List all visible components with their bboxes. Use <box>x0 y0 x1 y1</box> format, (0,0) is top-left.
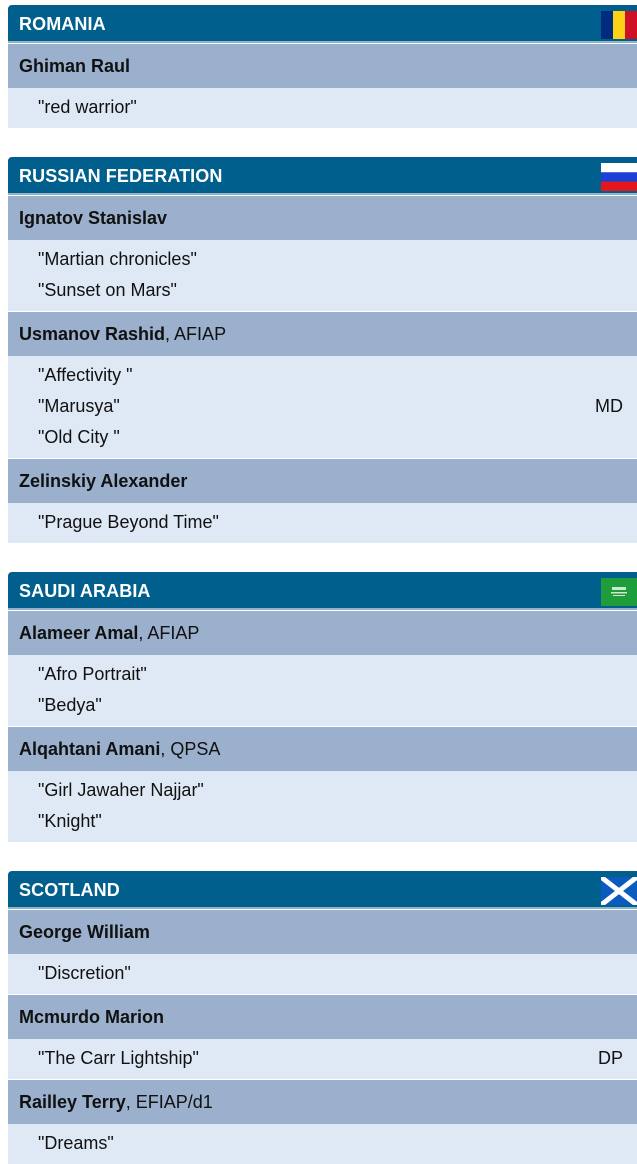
author-row <box>8 610 637 655</box>
work-title: "Afro Portrait" <box>38 664 147 684</box>
russia-flag-icon <box>601 163 637 191</box>
author-name: Zelinskiy Alexander <box>19 471 188 491</box>
author-row <box>8 43 637 88</box>
romania-flag-icon <box>601 11 637 39</box>
work-row <box>8 360 637 391</box>
author-row <box>8 195 637 240</box>
work-title: "Affectivity " <box>38 365 133 385</box>
work-title: "Bedya" <box>38 695 102 715</box>
work-title: "The Carr Lightship" <box>38 1048 199 1068</box>
works-list <box>8 1039 637 1079</box>
author-name: George William <box>19 922 150 942</box>
country-header <box>8 871 637 909</box>
author-row <box>8 726 637 771</box>
author-row <box>8 458 637 503</box>
works-list <box>8 1124 637 1164</box>
author-row <box>8 311 637 356</box>
author-distinction: , AFIAP <box>138 623 200 643</box>
author-row <box>8 994 637 1039</box>
works-list <box>8 88 637 128</box>
country-name: SCOTLAND <box>19 880 120 900</box>
work-row <box>8 690 637 721</box>
country-name: SAUDI ARABIA <box>19 581 151 601</box>
country-header <box>8 5 637 43</box>
work-row <box>8 507 637 538</box>
author-row <box>8 1079 637 1124</box>
section-gap <box>0 543 637 572</box>
works-list <box>8 771 637 842</box>
work-title: "Discretion" <box>38 963 131 983</box>
work-row <box>8 275 637 306</box>
author-row <box>8 909 637 954</box>
works-list <box>8 240 637 311</box>
author-name: Alqahtani Amani <box>19 739 161 759</box>
saudi-arabia-flag-icon <box>601 578 637 606</box>
works-list <box>8 954 637 994</box>
author-distinction: , EFIAP/d1 <box>125 1092 213 1112</box>
work-row <box>8 659 637 690</box>
country-section <box>8 871 637 1164</box>
work-row <box>8 806 637 837</box>
works-list <box>8 503 637 543</box>
country-header <box>8 157 637 195</box>
works-list <box>8 655 637 726</box>
work-title: "Girl Jawaher Najjar" <box>38 780 204 800</box>
author-name: Alameer Amal <box>19 623 139 643</box>
scotland-flag-icon <box>601 877 637 905</box>
country-header <box>8 572 637 610</box>
country-section <box>8 572 637 842</box>
work-row <box>8 391 637 422</box>
author-distinction: , QPSA <box>160 739 221 759</box>
work-row <box>8 1043 637 1074</box>
country-name: ROMANIA <box>19 14 106 34</box>
work-title: "Knight" <box>38 811 102 831</box>
author-name: Usmanov Rashid <box>19 324 166 344</box>
award-badge: DP <box>597 1048 623 1068</box>
work-title: "Sunset on Mars" <box>38 280 177 300</box>
work-row <box>8 92 637 123</box>
work-row <box>8 958 637 989</box>
author-name: Mcmurdo Marion <box>19 1007 165 1027</box>
country-name: RUSSIAN FEDERATION <box>19 166 223 186</box>
work-title: "Prague Beyond Time" <box>38 512 219 532</box>
work-title: "red warrior" <box>38 97 137 117</box>
author-name: Railley Terry <box>19 1092 126 1112</box>
section-gap <box>0 842 637 871</box>
country-section <box>8 5 637 128</box>
country-section <box>8 157 637 543</box>
work-title: "Marusya" <box>38 396 120 416</box>
work-title: "Dreams" <box>38 1133 114 1153</box>
award-badge: MD <box>595 396 623 416</box>
work-row <box>8 244 637 275</box>
works-list <box>8 356 637 458</box>
work-row <box>8 422 637 453</box>
author-distinction: , AFIAP <box>165 324 227 344</box>
author-name: Ignatov Stanislav <box>19 208 168 228</box>
work-title: "Old City " <box>38 427 120 447</box>
work-row <box>8 775 637 806</box>
author-name: Ghiman Raul <box>19 56 131 76</box>
section-gap <box>0 128 637 157</box>
work-title: "Martian chronicles" <box>38 249 197 269</box>
work-row <box>8 1128 637 1159</box>
